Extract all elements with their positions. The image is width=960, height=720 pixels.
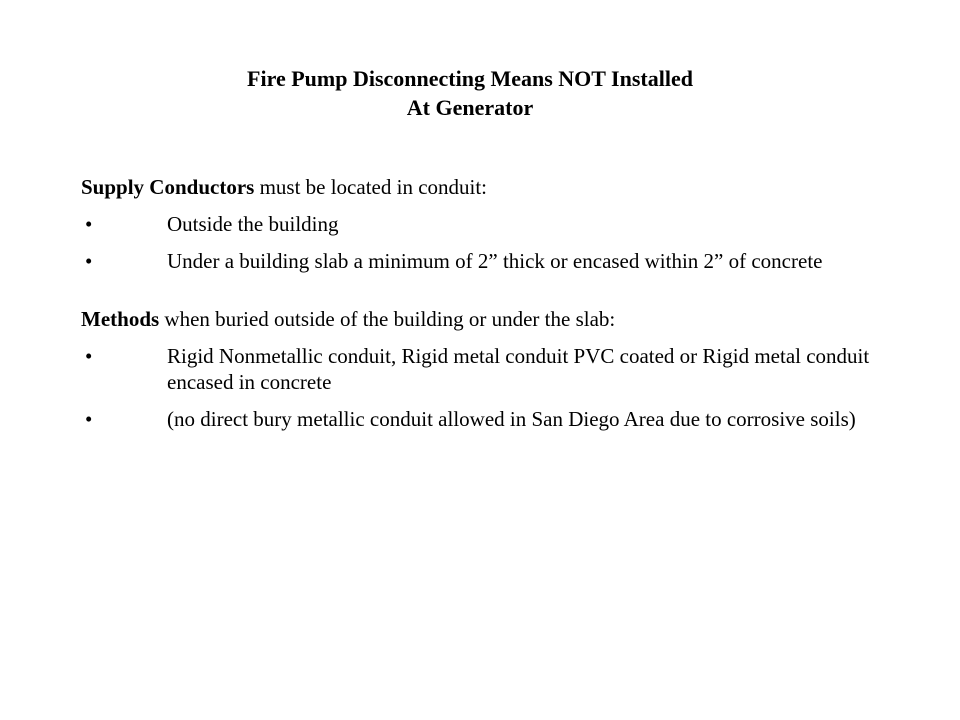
bullet-text: Under a building slab a minimum of 2” thick or encased within 2” of concrete	[167, 249, 823, 273]
list-item	[81, 211, 901, 237]
section-heading-bold: Methods	[81, 307, 160, 331]
bullet-text: Rigid Nonmetallic conduit, Rigid metal conduit PVC coated or Rigid metal conduit encased in concrete	[167, 344, 870, 394]
slide-body	[81, 174, 901, 432]
bullet-icon: •	[85, 249, 93, 273]
bullet-list	[81, 211, 901, 274]
section-heading	[81, 306, 901, 332]
list-item	[81, 406, 901, 432]
section-heading-bold: Supply Conductors	[81, 175, 255, 199]
section-heading-text: must be located in conduit:	[254, 175, 488, 199]
list-item	[81, 343, 901, 395]
section-methods	[81, 306, 901, 432]
section-heading-text: when buried outside of the building or under the slab:	[159, 307, 616, 331]
bullet-icon: •	[85, 212, 93, 236]
slide-title	[0, 64, 940, 122]
bullet-text: Outside the building	[167, 212, 339, 236]
bullet-text: (no direct bury metallic conduit allowed in San Diego Area due to corrosive soils)	[167, 407, 856, 431]
slide-title-line-1: Fire Pump Disconnecting Means NOT Installed	[247, 66, 693, 91]
bullet-icon: •	[85, 344, 93, 368]
list-item	[81, 248, 901, 274]
section-spacer	[81, 274, 901, 306]
section-supply-conductors	[81, 174, 901, 274]
bullet-icon: •	[85, 407, 93, 431]
slide-title-line-2: At Generator	[406, 95, 534, 120]
section-heading	[81, 174, 901, 200]
bullet-list	[81, 343, 901, 432]
